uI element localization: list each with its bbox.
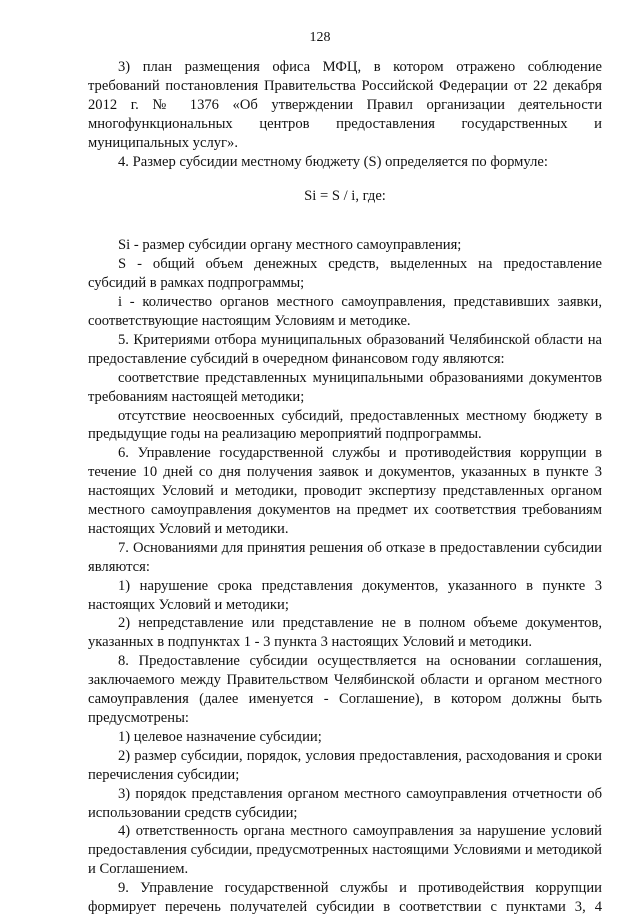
paragraph-agreement-item-4: 4) ответственность органа местного самоуправления за нарушение условий предоставления субсидии, предусмотренных настоящими Условиями и методикой и Соглашением. (88, 823, 602, 878)
paragraph-item-3-mfc-plan: 3) план размещения офиса МФЦ, в котором отражено соблюдение требований постановления Правительства Российской Федерации от 22 декабря 2012 г. № 1376 «Об утверждении Правил организации деятельности многофункциональных центров предоставления государственных и муниципальных услуг». (88, 59, 602, 151)
paragraph-criterion-compliance: соответствие представленных муниципальными образованиями документов требованиям настоящей методики; (88, 369, 602, 405)
paragraph-criterion-no-unspent: отсутствие неосвоенных субсидий, предоставленных местному бюджету в предыдущие годы на реализацию мероприятий подпрограммы. (88, 407, 602, 443)
paragraph-8-agreement: 8. Предоставление субсидии осуществляется на основании соглашения, заключаемого между Правительством Челябинской области и органом местного самоуправления (далее именуется - Соглашение), в котором должны быть предусмотрены: (88, 653, 602, 726)
paragraph-refusal-item-1: 1) нарушение срока представления документов, указанного в пункте 3 настоящих Условий и методики; (88, 577, 602, 613)
paragraph-i-definition: i - количество органов местного самоуправления, представивших заявки, соответствующие настоящим Условиям и методике. (88, 294, 602, 329)
paragraph-agreement-item-2: 2) размер субсидии, порядок, условия предоставления, расходования и сроки перечисления субсидии; (88, 747, 602, 783)
paragraph-si-definition: Si - размер субсидии органу местного самоуправления; (118, 237, 462, 254)
paragraph-agreement-item-3: 3) порядок представления органом местного самоуправления отчетности об использовании средств субсидии; (88, 785, 602, 821)
paragraph-6-expertise: 6. Управление государственной службы и противодействия коррупции в течение 10 дней со дня получения заявок и документов, указанных в пункте 3 настоящих Условий и методики, проводит экспертизу представленных органом местного самоуправления документов на предмет их соответствия требованиям настоящих Условий и методики. (88, 445, 602, 537)
paragraph-agreement-item-1: 1) целевое назначение субсидии; (118, 728, 322, 745)
paragraph-9-recipients-list: 9. Управление государственной службы и противодействия коррупции формирует перечень получателей субсидии в соответствии с пунктами 3, 4 (88, 880, 602, 916)
page-number: 128 (309, 30, 331, 45)
formula: Si = S / i, где: (304, 188, 386, 205)
paragraph-s-definition: S - общий объем денежных средств, выделенных на предоставление субсидий в рамках подпрограммы; (88, 256, 602, 292)
paragraph-5-selection-criteria: 5. Критериями отбора муниципальных образований Челябинской области на предоставление субсидий в очередном финансовом году являются: (88, 331, 602, 367)
paragraph-refusal-item-2: 2) непредставление или представление не в полном объеме документов, указанных в подпунктах 1 - 3 пункта 3 настоящих Условий и методики. (88, 615, 602, 651)
document-body (88, 58, 602, 917)
paragraph-7-refusal-grounds: 7. Основаниями для принятия решения об отказе в предоставлении субсидии являются: (88, 539, 602, 575)
paragraph-4-subsidy-formula-intro: 4. Размер субсидии местному бюджету (S) определяется по формуле: (118, 153, 548, 170)
